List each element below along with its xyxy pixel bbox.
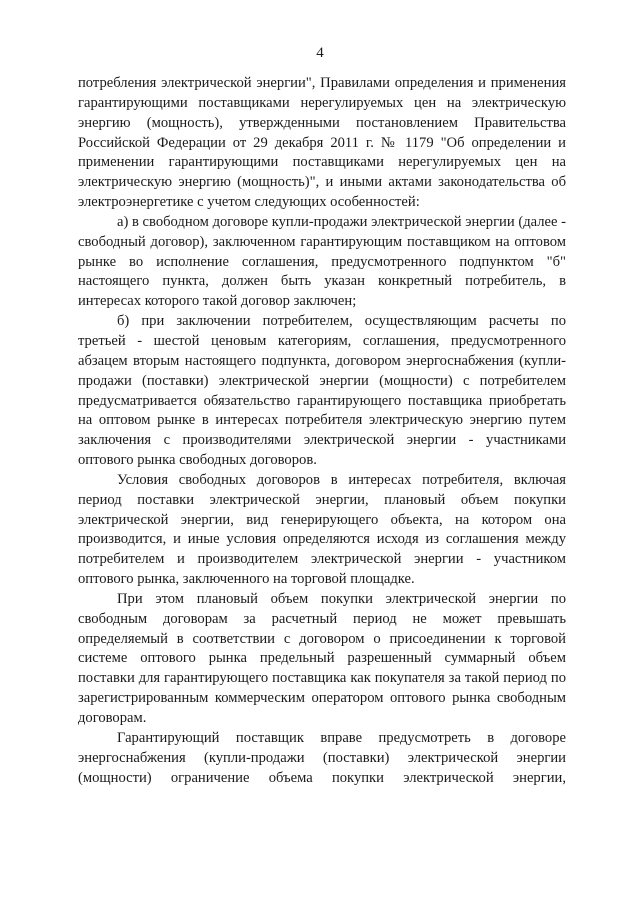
- paragraph-continuation: потребления электрической энергии", Правилами определения и применения гарантирующими поставщиками нерегулируемых цен на электрическую энергию (мощность), утвержденными постановлением Правительства Российской Федерации от 29 декабря 2011 г. № 1179 "Об определении и применении гарантирующими поставщиками нерегулируемых цен на электрическую энергию (мощность)", и иными актами законодательства об электроэнергетике с учетом следующих особенностей:: [78, 75, 566, 211]
- document-body: [78, 74, 566, 788]
- paragraph-planned-volume: При этом плановый объем покупки электрической энергии по свободным договорам за расчетный период не может превышать определяемый в соответствии с договором о присоединении к торговой системе оптового рынка предельный разрешенный суммарный объем поставки для гарантирующего поставщика как покупателя за такой период по зарегистрированным коммерческим оператором оптового рынка свободным договорам.: [78, 590, 566, 726]
- paragraph-item-a: а) в свободном договоре купли-продажи электрической энергии (далее - свободный договор), заключенном гарантирующим поставщиком на оптовом рынке во исполнение соглашения, предусмотренного подпунктом "б" настоящего пункта, должен быть указан конкретный потребитель, в интересах которого такой договор заключен;: [78, 213, 566, 310]
- paragraph-volume-limit: Гарантирующий поставщик вправе предусмотреть в договоре энергоснабжения (купли-продажи (поставки) электрической энергии (мощности) ограничение объема покупки электрической энергии,: [78, 729, 566, 786]
- paragraph-item-b: б) при заключении потребителем, осуществляющим расчеты по третьей - шестой ценовым категориям, соглашения, предусмотренного абзацем вторым настоящего подпункта, договором энергоснабжения (купли-продажи (поставки) электрической энергии (мощности) с потребителем предусматривается обязательство гарантирующего поставщика приобретать на оптовом рынке в интересах потребителя электрическую энергию путем заключения с производителями электрической энергии - участниками оптового рынка свободных договоров.: [78, 313, 566, 469]
- page-number: 4: [316, 45, 324, 61]
- paragraph-free-contract-terms: Условия свободных договоров в интересах потребителя, включая период поставки электрической энергии, плановый объем покупки электрической энергии, вид генерирующего объекта, на котором она производится, и иные условия определяются исходя из соглашения между потребителем и производителем электрической энергии - участником оптового рынка, заключенного на торговой площадке.: [78, 471, 566, 588]
